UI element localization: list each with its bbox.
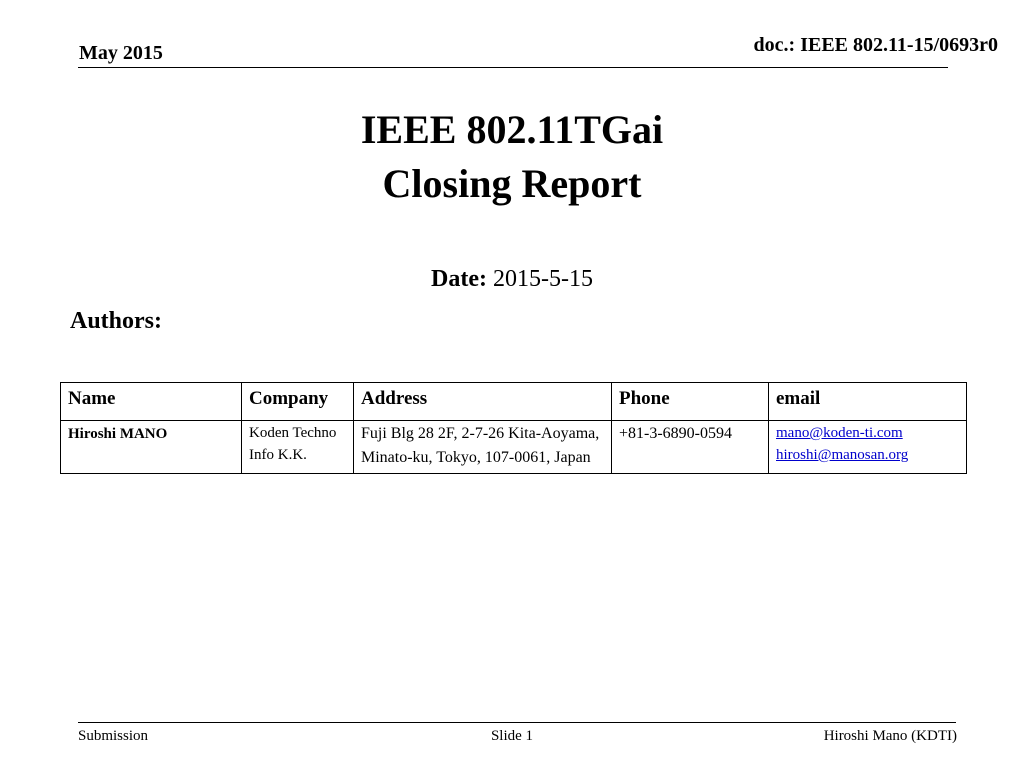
header-divider <box>78 67 948 68</box>
footer-submission: Submission <box>78 728 149 744</box>
author-company: Koden Techno Info K.K. <box>242 421 354 474</box>
date-line <box>0 266 1024 293</box>
date-value: 2015-5-15 <box>492 266 593 292</box>
header-doc-id: doc.: IEEE 802.11-15/0693r0 <box>753 34 998 56</box>
column-header-phone: Phone <box>612 383 769 421</box>
footer-divider <box>78 722 956 723</box>
author-address: Fuji Blg 28 2F, 2-7-26 Kita-Aoyama, Minato-ku, Tokyo, 107-0061, Japan <box>354 421 612 474</box>
email-link-primary[interactable]: mano@koden-ti.com <box>776 425 903 441</box>
author-phone: +81-3-6890-0594 <box>612 421 769 474</box>
date-label: Date: <box>431 266 487 292</box>
footer-author: Hiroshi Mano (KDTI) <box>823 728 957 744</box>
authors-table <box>60 382 967 474</box>
slide-title-line2: Closing Report <box>382 161 642 206</box>
column-header-address: Address <box>354 383 612 421</box>
author-email-cell <box>769 421 967 474</box>
table-row <box>61 421 967 474</box>
header-date: May 2015 <box>79 42 163 64</box>
column-header-email: email <box>769 383 967 421</box>
column-header-name: Name <box>61 383 242 421</box>
email-link-secondary[interactable]: hiroshi@manosan.org <box>776 447 909 463</box>
slide-title-line1: IEEE 802.11TGai <box>360 107 664 152</box>
authors-heading: Authors: <box>70 308 163 334</box>
author-name: Hiroshi MANO <box>61 421 242 474</box>
table-header-row <box>61 383 967 421</box>
footer-slide-number: Slide 1 <box>490 728 534 744</box>
column-header-company: Company <box>242 383 354 421</box>
